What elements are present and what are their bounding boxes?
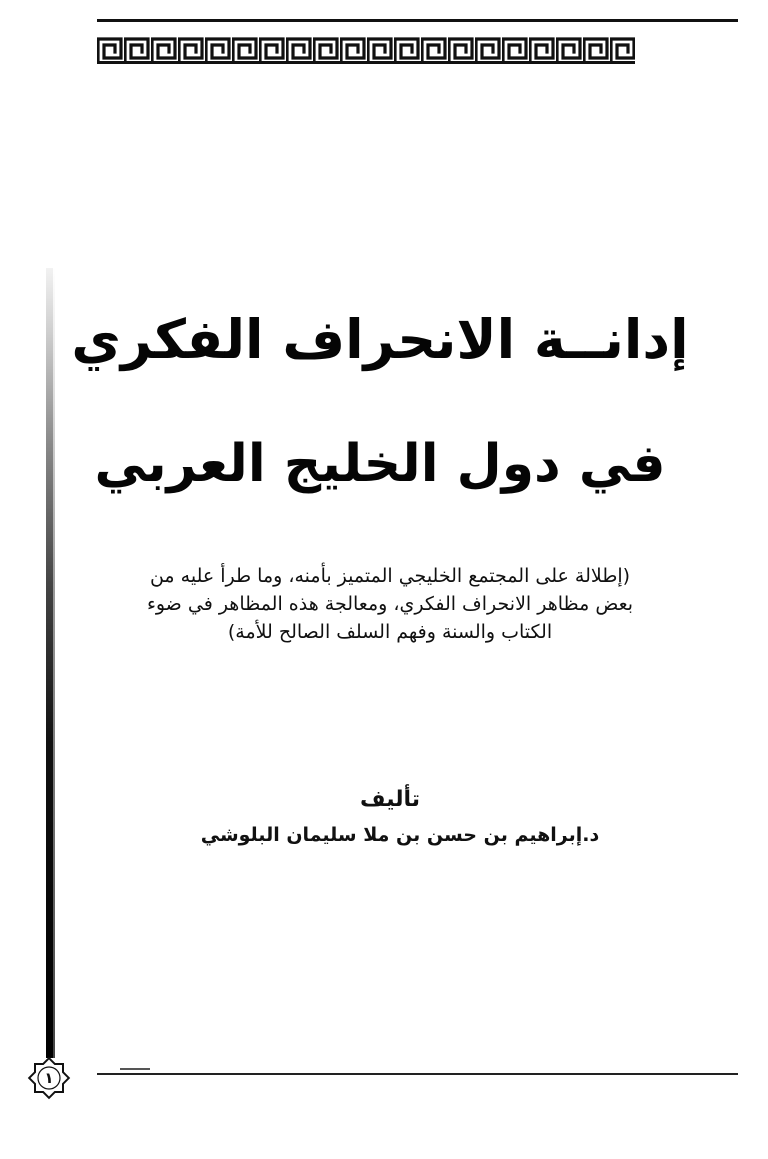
bottom-rule — [97, 1073, 738, 1075]
subtitle-line-2: بعض مظاهر الانحراف الفكري، ومعالجة هذه المظاهر في ضوء — [146, 593, 634, 615]
spine-highlight — [53, 268, 55, 1058]
bottom-rule-mark — [120, 1068, 150, 1070]
top-rule — [97, 19, 738, 22]
title-line-2: في دول الخليج العربي — [94, 434, 666, 494]
page-number: ١ — [44, 1069, 54, 1087]
author-label: تأليف — [360, 787, 420, 812]
greek-key-border-icon — [97, 36, 635, 64]
subtitle — [140, 562, 640, 646]
subtitle-line-1: (إطلالة على المجتمع الخليجي المتميز بأمنه، وما طرأ عليه من — [149, 565, 631, 587]
subtitle-line-3: الكتاب والسنة وفهم السلف الصالح للأمة) — [227, 621, 553, 643]
title-line-1: إدانــة الانحراف الفكري — [71, 308, 689, 371]
author-name: د.إبراهيم بن حسن بن ملا سليمان البلوشي — [200, 824, 600, 846]
